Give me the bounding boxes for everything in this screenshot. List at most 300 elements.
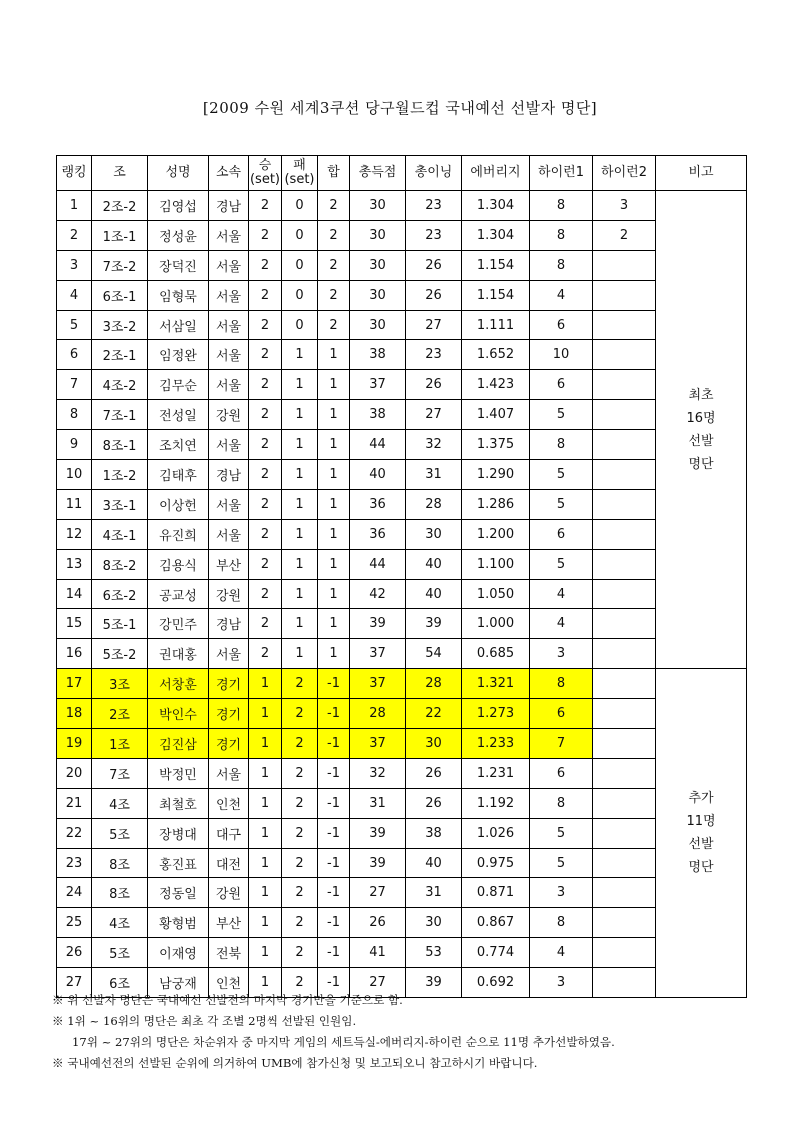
cell-points: 39 [350,848,406,878]
column-header-text: 패 [293,158,306,173]
cell-hr1: 8 [530,430,593,460]
cell-hr1: 7 [530,729,593,759]
cell-group: 2조 [92,699,148,729]
table-row [57,460,747,490]
cell-region: 인천 [209,968,249,998]
cell-hr2 [593,788,656,818]
cell-innings: 26 [406,250,462,280]
cell-points: 36 [350,489,406,519]
cell-innings: 26 [406,758,462,788]
cell-rank: 4 [57,280,92,310]
cell-avg: 1.000 [462,609,530,639]
table-row [57,788,747,818]
cell-sum: 1 [318,340,350,370]
cell-hr1: 6 [530,519,593,549]
cell-sum: 1 [318,579,350,609]
table-row [57,370,747,400]
cell-sum: 1 [318,430,350,460]
cell-win: 2 [249,191,282,221]
cell-avg: 1.026 [462,818,530,848]
cell-points: 28 [350,699,406,729]
cell-innings: 28 [406,489,462,519]
cell-sum: 1 [318,460,350,490]
cell-group: 5조 [92,818,148,848]
cell-name: 장병대 [148,818,209,848]
cell-name: 이재영 [148,938,209,968]
cell-hr1: 4 [530,609,593,639]
table-row [57,220,747,250]
column-header-text: 총득점 [358,165,397,180]
cell-loss: 1 [282,400,318,430]
cell-win: 2 [249,489,282,519]
remark-text: 16명 [686,410,716,426]
cell-innings: 53 [406,938,462,968]
cell-name: 강민주 [148,609,209,639]
cell-hr2 [593,370,656,400]
cell-points: 26 [350,908,406,938]
cell-loss: 2 [282,818,318,848]
cell-group: 6조-1 [92,280,148,310]
cell-avg: 1.050 [462,579,530,609]
column-header [530,156,593,191]
cell-region: 서울 [209,639,249,669]
cell-innings: 39 [406,968,462,998]
cell-name: 김용식 [148,549,209,579]
cell-loss: 2 [282,729,318,759]
cell-innings: 32 [406,430,462,460]
cell-rank: 24 [57,878,92,908]
cell-group: 4조 [92,788,148,818]
cell-win: 1 [249,699,282,729]
cell-hr2 [593,938,656,968]
cell-win: 1 [249,788,282,818]
cell-name: 조치연 [148,430,209,460]
table-row [57,609,747,639]
cell-avg: 1.321 [462,669,530,699]
cell-hr1: 6 [530,758,593,788]
cell-win: 2 [249,549,282,579]
cell-points: 41 [350,938,406,968]
column-header [406,156,462,191]
cell-points: 40 [350,460,406,490]
column-header-text: 합 [327,165,340,180]
cell-hr1: 5 [530,549,593,579]
cell-hr2 [593,848,656,878]
footnote: ※ 위 선발자 명단은 국내예선 선발전의 마지막 경기만을 기준으로 함. [52,993,403,1007]
cell-name: 서창훈 [148,669,209,699]
cell-sum: -1 [318,878,350,908]
cell-win: 2 [249,340,282,370]
cell-innings: 38 [406,818,462,848]
cell-group: 2조-1 [92,340,148,370]
cell-innings: 54 [406,639,462,669]
cell-hr1: 8 [530,191,593,221]
cell-sum: 2 [318,191,350,221]
column-header-text: 소속 [215,165,242,180]
cell-hr2 [593,669,656,699]
cell-hr2 [593,699,656,729]
cell-innings: 30 [406,908,462,938]
cell-sum: 2 [318,250,350,280]
column-header-text: 비고 [688,165,714,180]
cell-avg: 1.652 [462,340,530,370]
cell-win: 1 [249,908,282,938]
cell-avg: 1.290 [462,460,530,490]
cell-region: 인천 [209,788,249,818]
cell-region: 대전 [209,848,249,878]
cell-loss: 1 [282,489,318,519]
header-row [57,156,747,191]
cell-win: 2 [249,400,282,430]
cell-loss: 0 [282,220,318,250]
cell-rank: 22 [57,818,92,848]
cell-group: 5조-2 [92,639,148,669]
cell-region: 대구 [209,818,249,848]
cell-sum: 2 [318,310,350,340]
table-row [57,549,747,579]
cell-name: 김영섭 [148,191,209,221]
cell-group: 5조-1 [92,609,148,639]
cell-win: 2 [249,579,282,609]
footnote: ※ 국내예선전의 선발된 순위에 의거하여 UMB에 참가신청 및 보고되오니 참고하시기 바랍니다. [52,1056,538,1070]
cell-avg: 1.200 [462,519,530,549]
cell-rank: 6 [57,340,92,370]
cell-name: 김무순 [148,370,209,400]
cell-sum: 1 [318,489,350,519]
cell-avg: 1.154 [462,280,530,310]
cell-rank: 27 [57,968,92,998]
cell-rank: 1 [57,191,92,221]
cell-innings: 30 [406,729,462,759]
cell-region: 서울 [209,489,249,519]
cell-hr2 [593,250,656,280]
column-header [462,156,530,191]
cell-hr1: 6 [530,310,593,340]
cell-points: 39 [350,818,406,848]
cell-win: 1 [249,758,282,788]
cell-hr2 [593,639,656,669]
cell-loss: 1 [282,460,318,490]
cell-hr1: 3 [530,968,593,998]
cell-avg: 1.375 [462,430,530,460]
cell-hr1: 5 [530,489,593,519]
cell-rank: 14 [57,579,92,609]
cell-innings: 40 [406,848,462,878]
cell-avg: 1.154 [462,250,530,280]
cell-name: 남궁재 [148,968,209,998]
column-header-text: 에버리지 [470,165,521,180]
cell-loss: 2 [282,788,318,818]
cell-region: 서울 [209,340,249,370]
cell-innings: 31 [406,878,462,908]
cell-sum: 2 [318,220,350,250]
cell-group: 8조-2 [92,549,148,579]
column-header-text: 하이런1 [538,165,584,180]
cell-sum: -1 [318,908,350,938]
cell-group: 3조-2 [92,310,148,340]
cell-avg: 0.692 [462,968,530,998]
cell-rank: 12 [57,519,92,549]
cell-region: 서울 [209,220,249,250]
cell-points: 30 [350,191,406,221]
cell-innings: 26 [406,370,462,400]
cell-innings: 40 [406,549,462,579]
cell-name: 황형범 [148,908,209,938]
cell-hr2 [593,908,656,938]
cell-rank: 13 [57,549,92,579]
cell-innings: 30 [406,519,462,549]
cell-loss: 2 [282,878,318,908]
cell-avg: 1.407 [462,400,530,430]
cell-sum: -1 [318,938,350,968]
table-row [57,310,747,340]
cell-region: 부산 [209,908,249,938]
cell-win: 1 [249,818,282,848]
cell-points: 42 [350,579,406,609]
cell-sum: 1 [318,639,350,669]
column-header-text: (set) [249,172,280,187]
cell-loss: 2 [282,669,318,699]
column-header [282,156,318,191]
cell-hr2 [593,280,656,310]
cell-loss: 1 [282,370,318,400]
cell-hr2 [593,609,656,639]
cell-sum: 1 [318,519,350,549]
cell-hr1: 4 [530,280,593,310]
cell-loss: 2 [282,848,318,878]
cell-hr1: 5 [530,848,593,878]
cell-points: 37 [350,370,406,400]
cell-avg: 0.871 [462,878,530,908]
cell-name: 정성윤 [148,220,209,250]
cell-hr1: 10 [530,340,593,370]
cell-group: 6조-2 [92,579,148,609]
table-row [57,639,747,669]
cell-loss: 1 [282,609,318,639]
cell-innings: 31 [406,460,462,490]
cell-loss: 1 [282,519,318,549]
cell-region: 강원 [209,400,249,430]
cell-loss: 0 [282,280,318,310]
cell-hr2 [593,400,656,430]
cell-name: 홍진표 [148,848,209,878]
cell-points: 39 [350,609,406,639]
remark-cell [656,191,747,669]
cell-avg: 1.231 [462,758,530,788]
cell-group: 2조-2 [92,191,148,221]
cell-group: 7조-1 [92,400,148,430]
table-row [57,699,747,729]
cell-hr1: 5 [530,400,593,430]
table-row [57,729,747,759]
cell-region: 서울 [209,430,249,460]
remark-cell [656,669,747,998]
cell-group: 7조 [92,758,148,788]
cell-rank: 18 [57,699,92,729]
cell-win: 2 [249,370,282,400]
cell-avg: 1.286 [462,489,530,519]
cell-hr2 [593,878,656,908]
table-row [57,400,747,430]
cell-region: 경기 [209,669,249,699]
cell-win: 1 [249,938,282,968]
cell-points: 31 [350,788,406,818]
column-header [656,156,747,191]
cell-loss: 2 [282,938,318,968]
cell-win: 1 [249,968,282,998]
column-header-text: 랭킹 [61,165,87,180]
cell-name: 김진삼 [148,729,209,759]
cell-innings: 23 [406,191,462,221]
table-row [57,938,747,968]
remark-text: 최초 [688,387,714,403]
cell-avg: 0.975 [462,848,530,878]
cell-sum: 1 [318,609,350,639]
cell-hr1: 5 [530,818,593,848]
cell-group: 4조-1 [92,519,148,549]
cell-rank: 9 [57,430,92,460]
cell-region: 경기 [209,699,249,729]
cell-region: 서울 [209,310,249,340]
cell-points: 37 [350,729,406,759]
cell-group: 1조 [92,729,148,759]
table-row [57,758,747,788]
cell-hr1: 8 [530,220,593,250]
cell-region: 경남 [209,191,249,221]
cell-region: 강원 [209,878,249,908]
table-row [57,280,747,310]
cell-points: 36 [350,519,406,549]
cell-hr2 [593,340,656,370]
cell-name: 박정민 [148,758,209,788]
cell-loss: 2 [282,968,318,998]
table-row [57,430,747,460]
document-title: [2009 수원 세계3쿠션 당구월드컵 국내예선 선발자 명단] [202,99,598,117]
cell-innings: 27 [406,310,462,340]
cell-name: 임형묵 [148,280,209,310]
table-row [57,340,747,370]
cell-group: 4조-2 [92,370,148,400]
cell-innings: 27 [406,400,462,430]
cell-hr2 [593,579,656,609]
cell-points: 30 [350,250,406,280]
column-header-text: 승 [258,158,272,173]
cell-points: 38 [350,340,406,370]
cell-avg: 1.423 [462,370,530,400]
cell-win: 1 [249,729,282,759]
cell-region: 서울 [209,519,249,549]
cell-sum: -1 [318,699,350,729]
column-header-text: 하이런2 [601,165,647,180]
table-row [57,250,747,280]
remark-text: 선발 [688,433,714,449]
cell-rank: 23 [57,848,92,878]
cell-innings: 26 [406,788,462,818]
cell-sum: -1 [318,818,350,848]
cell-region: 강원 [209,579,249,609]
column-header [209,156,249,191]
table-row [57,489,747,519]
cell-points: 44 [350,430,406,460]
cell-region: 서울 [209,758,249,788]
cell-sum: -1 [318,758,350,788]
table-row [57,669,747,699]
cell-innings: 40 [406,579,462,609]
cell-avg: 1.192 [462,788,530,818]
cell-rank: 2 [57,220,92,250]
cell-loss: 1 [282,430,318,460]
cell-loss: 1 [282,639,318,669]
cell-avg: 0.685 [462,639,530,669]
cell-rank: 11 [57,489,92,519]
cell-points: 30 [350,220,406,250]
cell-points: 30 [350,280,406,310]
column-header [92,156,148,191]
cell-points: 44 [350,549,406,579]
cell-hr1: 6 [530,699,593,729]
cell-hr2 [593,460,656,490]
cell-group: 6조 [92,968,148,998]
cell-region: 부산 [209,549,249,579]
column-header-text: (set) [284,172,315,187]
cell-loss: 0 [282,310,318,340]
cell-points: 32 [350,758,406,788]
cell-group: 7조-2 [92,250,148,280]
cell-innings: 26 [406,280,462,310]
cell-rank: 21 [57,788,92,818]
cell-name: 권대홍 [148,639,209,669]
column-header [318,156,350,191]
table-row [57,878,747,908]
cell-rank: 7 [57,370,92,400]
cell-innings: 28 [406,669,462,699]
cell-group: 4조 [92,908,148,938]
cell-name: 공교성 [148,579,209,609]
cell-rank: 10 [57,460,92,490]
cell-sum: 1 [318,549,350,579]
table-body [57,191,747,998]
cell-sum: -1 [318,729,350,759]
cell-rank: 17 [57,669,92,699]
column-header [249,156,282,191]
cell-points: 37 [350,639,406,669]
column-header [350,156,406,191]
cell-loss: 1 [282,549,318,579]
table-row [57,579,747,609]
selection-table [56,155,747,998]
column-header [148,156,209,191]
cell-win: 2 [249,609,282,639]
cell-rank: 20 [57,758,92,788]
cell-points: 27 [350,968,406,998]
cell-rank: 25 [57,908,92,938]
cell-sum: -1 [318,669,350,699]
cell-innings: 23 [406,220,462,250]
cell-sum: 1 [318,370,350,400]
cell-hr2 [593,310,656,340]
cell-sum: 1 [318,400,350,430]
cell-hr1: 6 [530,370,593,400]
cell-hr2 [593,729,656,759]
cell-win: 2 [249,250,282,280]
remark-text: 명단 [688,860,714,876]
cell-win: 1 [249,878,282,908]
cell-group: 3조-1 [92,489,148,519]
cell-hr2 [593,519,656,549]
cell-name: 전성일 [148,400,209,430]
cell-name: 임정완 [148,340,209,370]
cell-win: 2 [249,519,282,549]
